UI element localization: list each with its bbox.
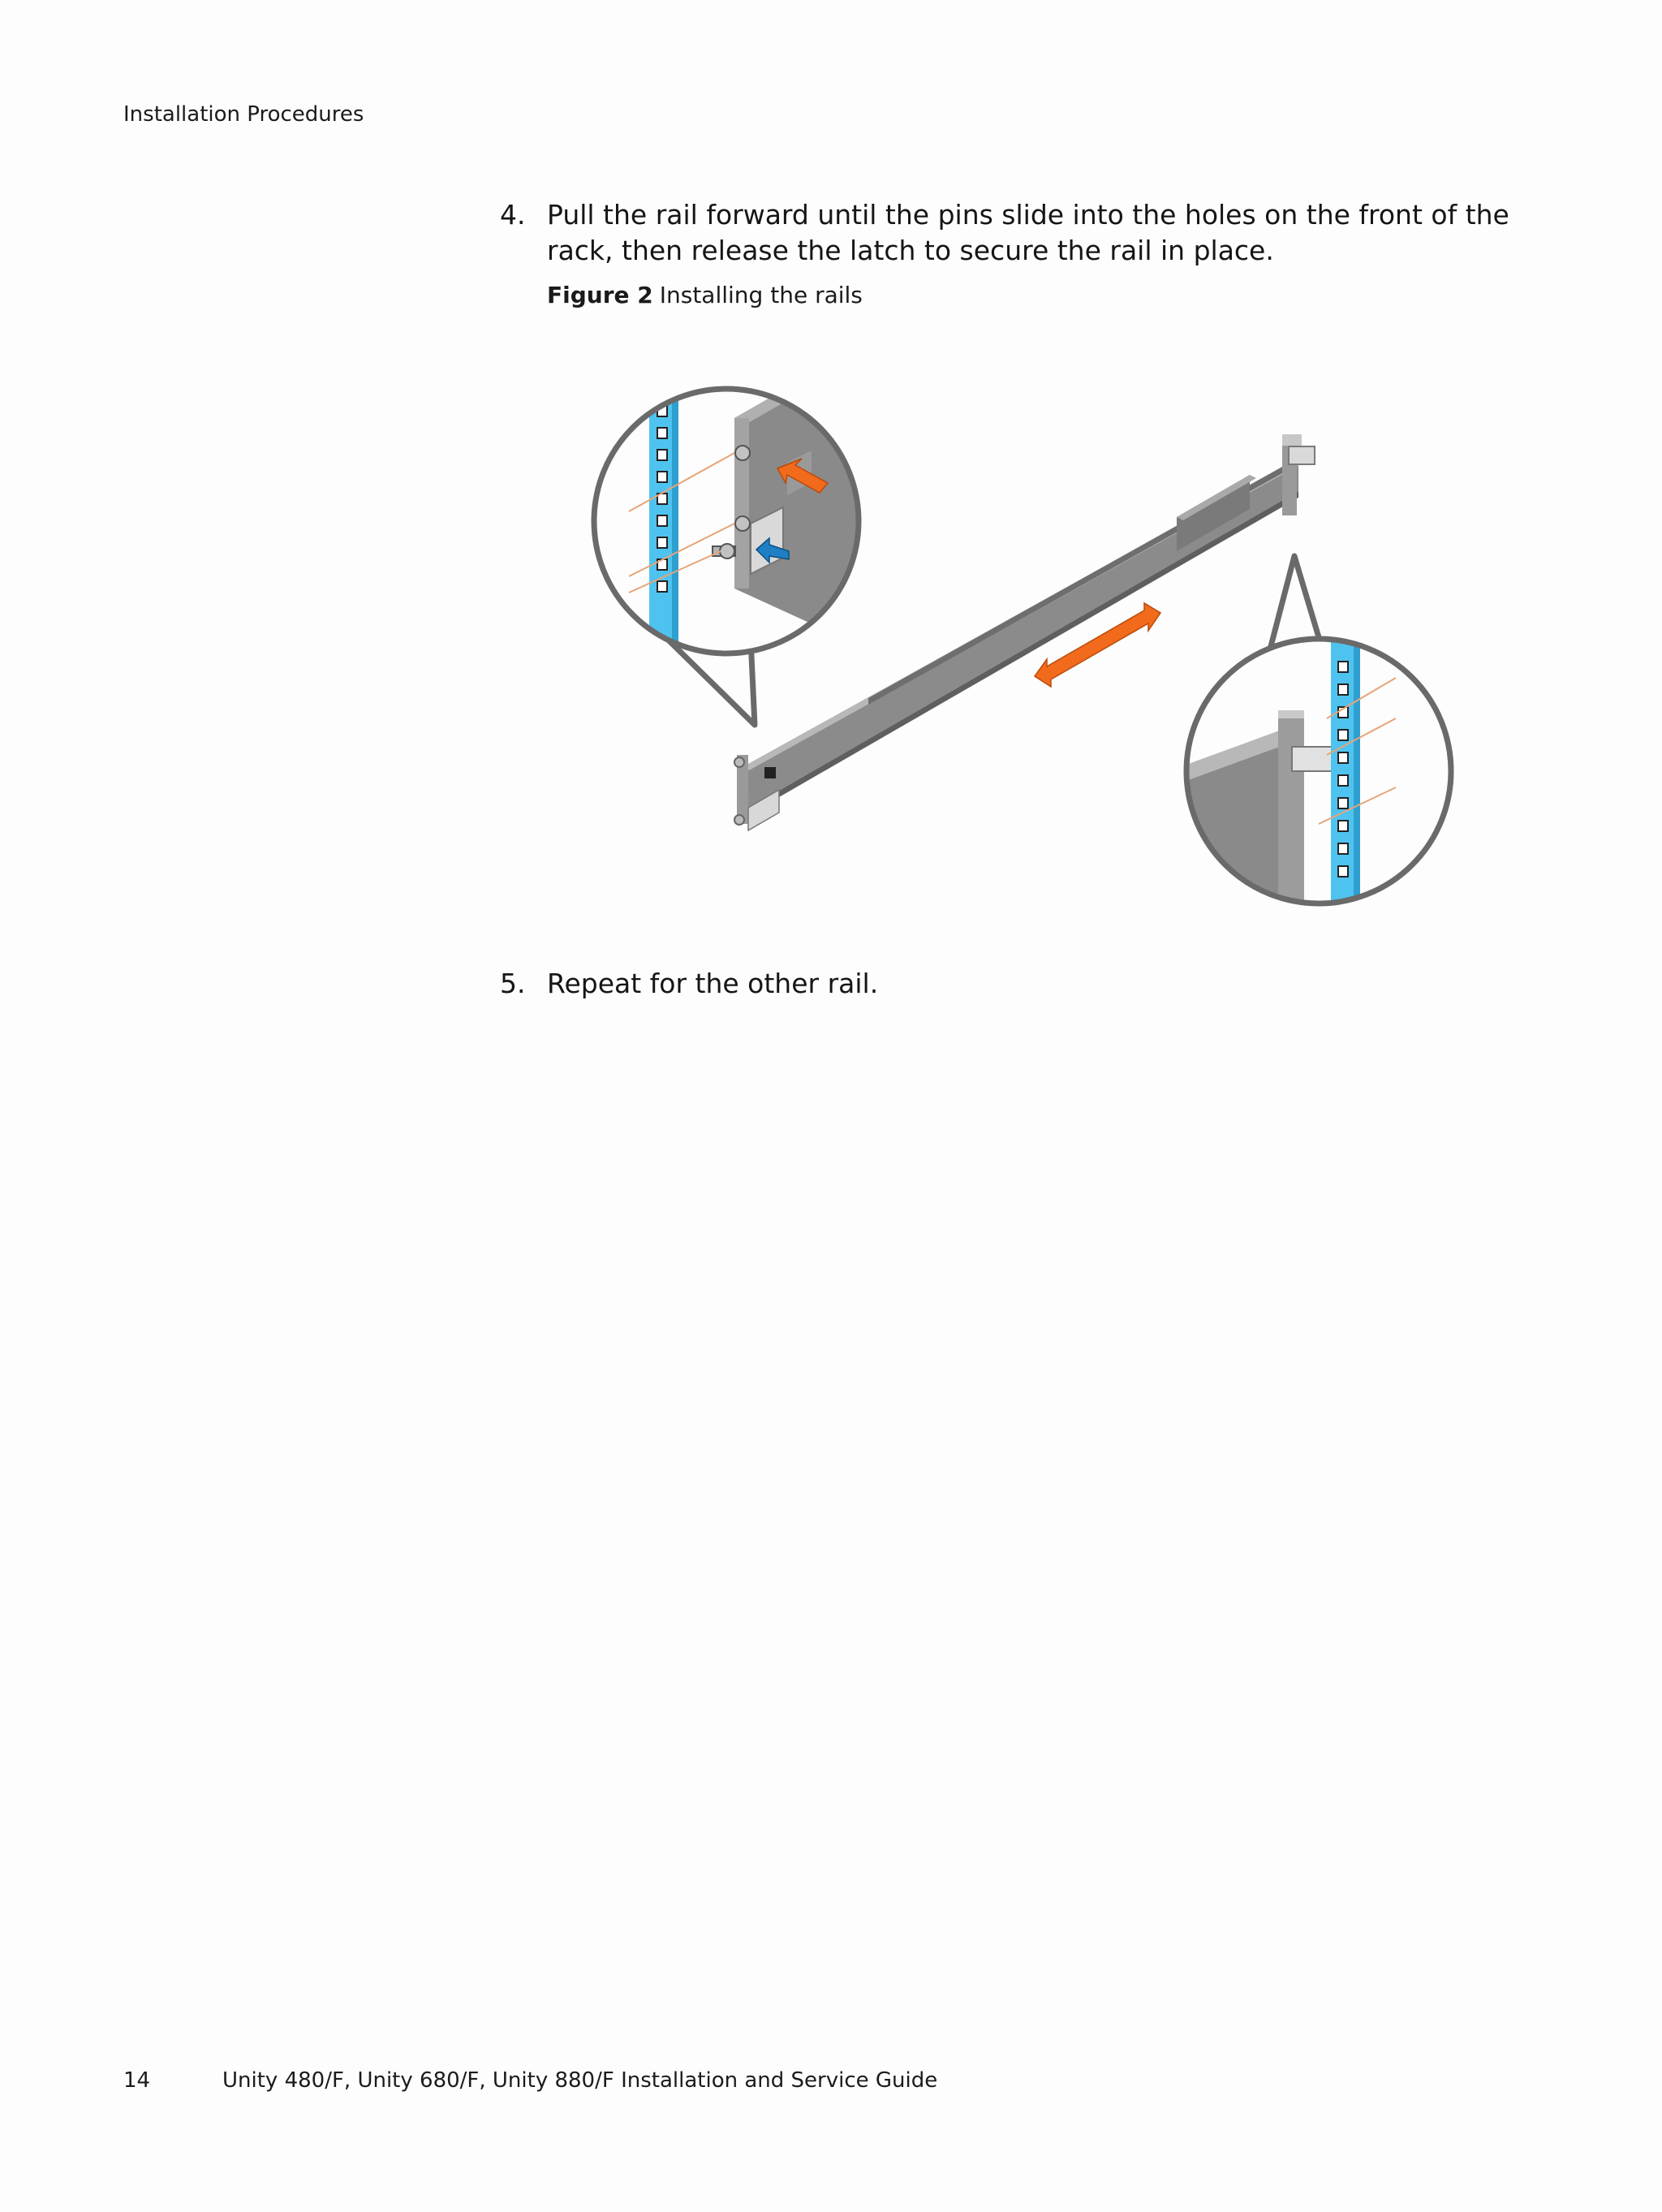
rail-installation-figure xyxy=(584,369,1469,921)
step-text: Repeat for the other rail. xyxy=(547,968,879,999)
figure-caption xyxy=(547,282,863,308)
step-text: Pull the rail forward until the pins slide into the holes on the front of the rack, then release the latch to secure the rail in place. xyxy=(547,199,1509,266)
figure-label: Figure 2 xyxy=(547,282,653,308)
running-header: Installation Procedures xyxy=(123,102,364,127)
step-number: 4. xyxy=(500,199,526,231)
right-callout xyxy=(1169,556,1451,921)
step-number: 5. xyxy=(500,968,526,999)
page-number: 14 xyxy=(123,2068,151,2093)
footer-doc-title: Unity 480/F, Unity 680/F, Unity 880/F Installation and Service Guide xyxy=(222,2068,938,2093)
figure-caption-text: Installing the rails xyxy=(659,282,863,308)
rail-illustration xyxy=(584,369,1469,921)
left-callout xyxy=(594,369,876,725)
